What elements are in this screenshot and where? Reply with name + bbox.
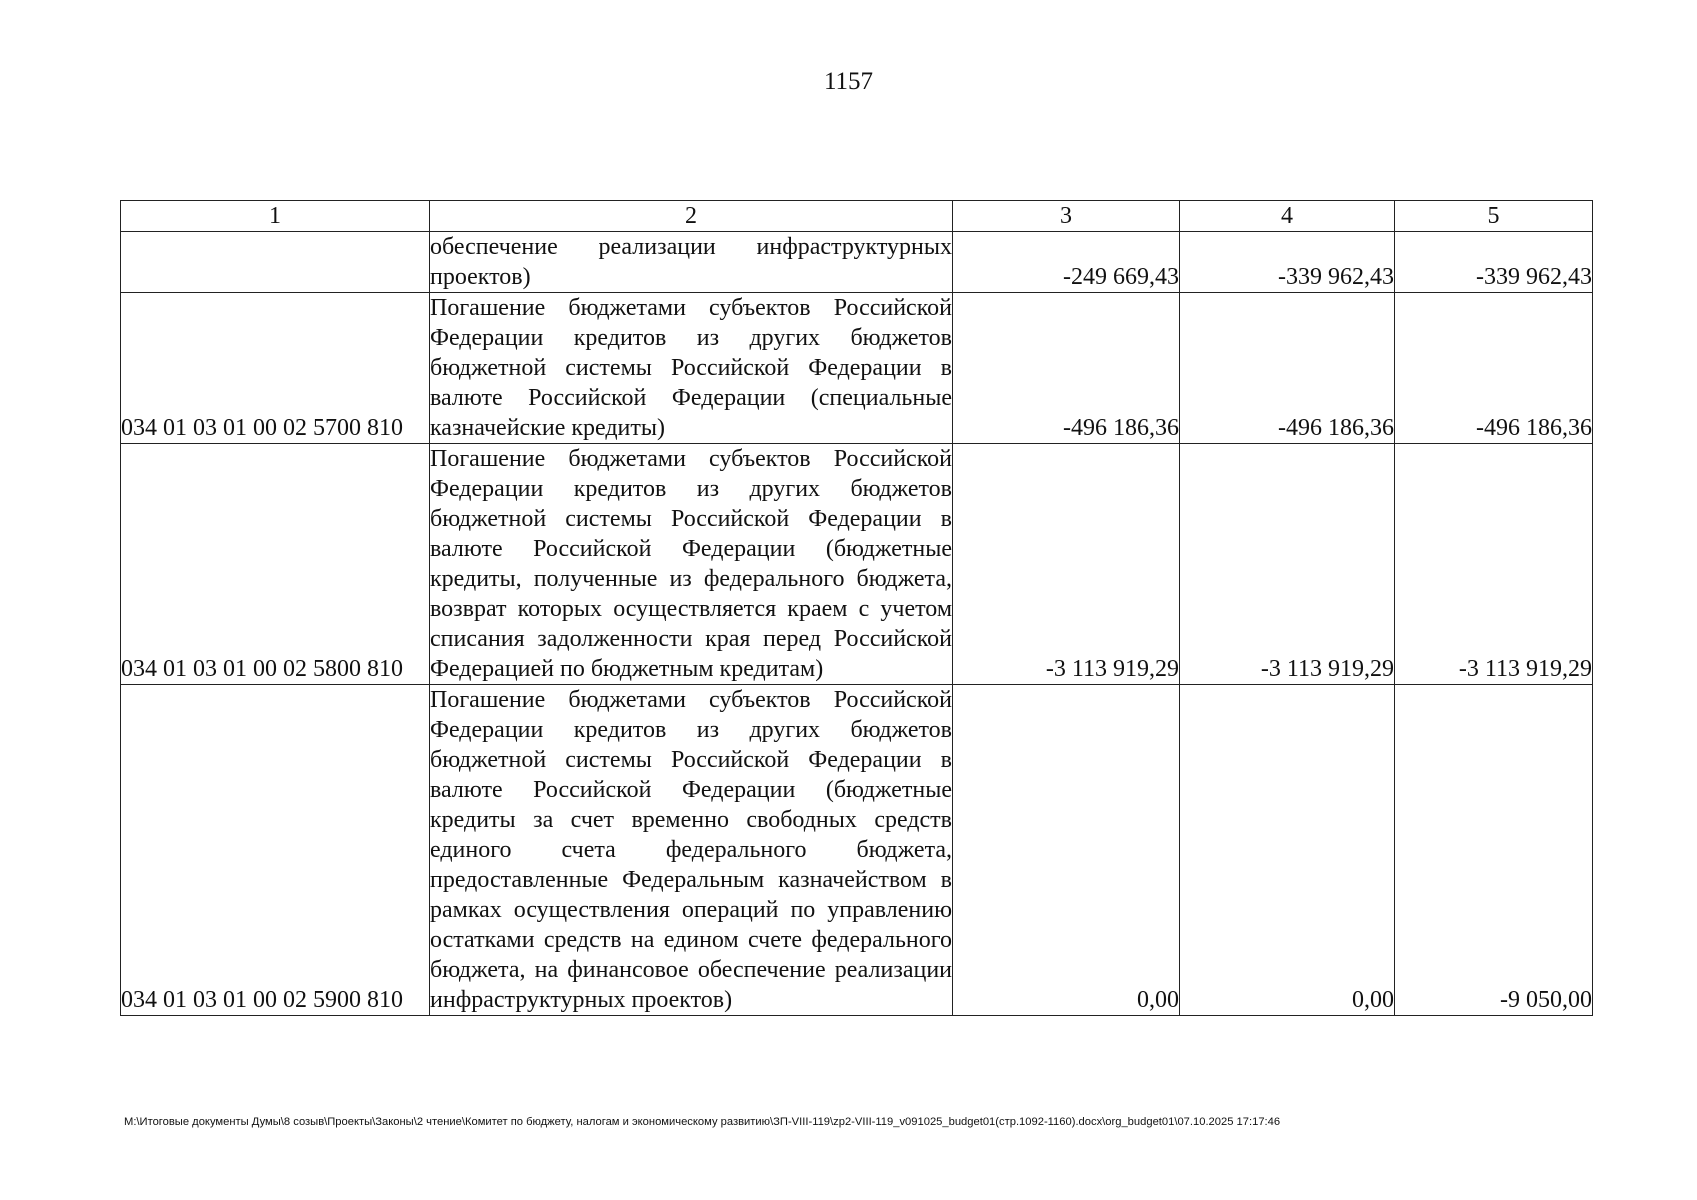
column-header-5: 5 <box>1395 201 1593 232</box>
column-header-3: 3 <box>953 201 1180 232</box>
budget-code-cell: 034 01 03 01 00 02 5900 810 <box>121 685 430 1016</box>
budget-code-cell <box>121 232 430 293</box>
table-header-row <box>121 201 1593 232</box>
document-file-path: M:\Итоговые документы Думы\8 созыв\Проекты\Законы\2 чтение\Комитет по бюджету, налогам и экономическому развитию\ЗП-VIII-119\zp2-VIII-119_v091025_budget01(стр.1092-1160).docx\org_budget01\07.10.2025 17:17:46 <box>124 1116 1281 1128</box>
table-row <box>121 293 1593 444</box>
page-number: 1157 <box>823 68 874 95</box>
table-row <box>121 685 1593 1016</box>
column-header-1: 1 <box>121 201 430 232</box>
amount-col4: -3 113 919,29 <box>1180 444 1395 685</box>
description-cell: Погашение бюджетами субъектов Российской Федерации кредитов из других бюджетов бюджетной системы Российской Федерации в валюте Российской Федерации (специальные казначейские кредиты) <box>430 293 953 444</box>
amount-col5: -9 050,00 <box>1395 685 1593 1016</box>
description-cell: обеспечение реализации инфраструктурных проектов) <box>430 232 953 293</box>
amount-col4: 0,00 <box>1180 685 1395 1016</box>
amount-col4: -496 186,36 <box>1180 293 1395 444</box>
amount-col4: -339 962,43 <box>1180 232 1395 293</box>
description-cell: Погашение бюджетами субъектов Российской Федерации кредитов из других бюджетов бюджетной системы Российской Федерации в валюте Российской Федерации (бюджетные кредиты за счет временно свободных средств единого счета федерального бюджета, предоставленные Федеральным казначейством в рамках осуществления операций по управлению остатками средств на едином счете федерального бюджета, на финансовое обеспечение реализации инфраструктурных проектов) <box>430 685 953 1016</box>
budget-code-cell: 034 01 03 01 00 02 5700 810 <box>121 293 430 444</box>
amount-col3: -3 113 919,29 <box>953 444 1180 685</box>
table-row <box>121 444 1593 685</box>
budget-table <box>120 200 1593 1016</box>
amount-col3: -496 186,36 <box>953 293 1180 444</box>
amount-col5: -339 962,43 <box>1395 232 1593 293</box>
amount-col5: -496 186,36 <box>1395 293 1593 444</box>
column-header-2: 2 <box>430 201 953 232</box>
amount-col3: 0,00 <box>953 685 1180 1016</box>
budget-code-cell: 034 01 03 01 00 02 5800 810 <box>121 444 430 685</box>
table-row <box>121 232 1593 293</box>
amount-col3: -249 669,43 <box>953 232 1180 293</box>
description-cell: Погашение бюджетами субъектов Российской Федерации кредитов из других бюджетов бюджетной системы Российской Федерации в валюте Российской Федерации (бюджетные кредиты, полученные из федерального бюджета, возврат которых осуществляется краем с учетом списания задолженности края перед Российской Федерацией по бюджетным кредитам) <box>430 444 953 685</box>
column-header-4: 4 <box>1180 201 1395 232</box>
amount-col5: -3 113 919,29 <box>1395 444 1593 685</box>
